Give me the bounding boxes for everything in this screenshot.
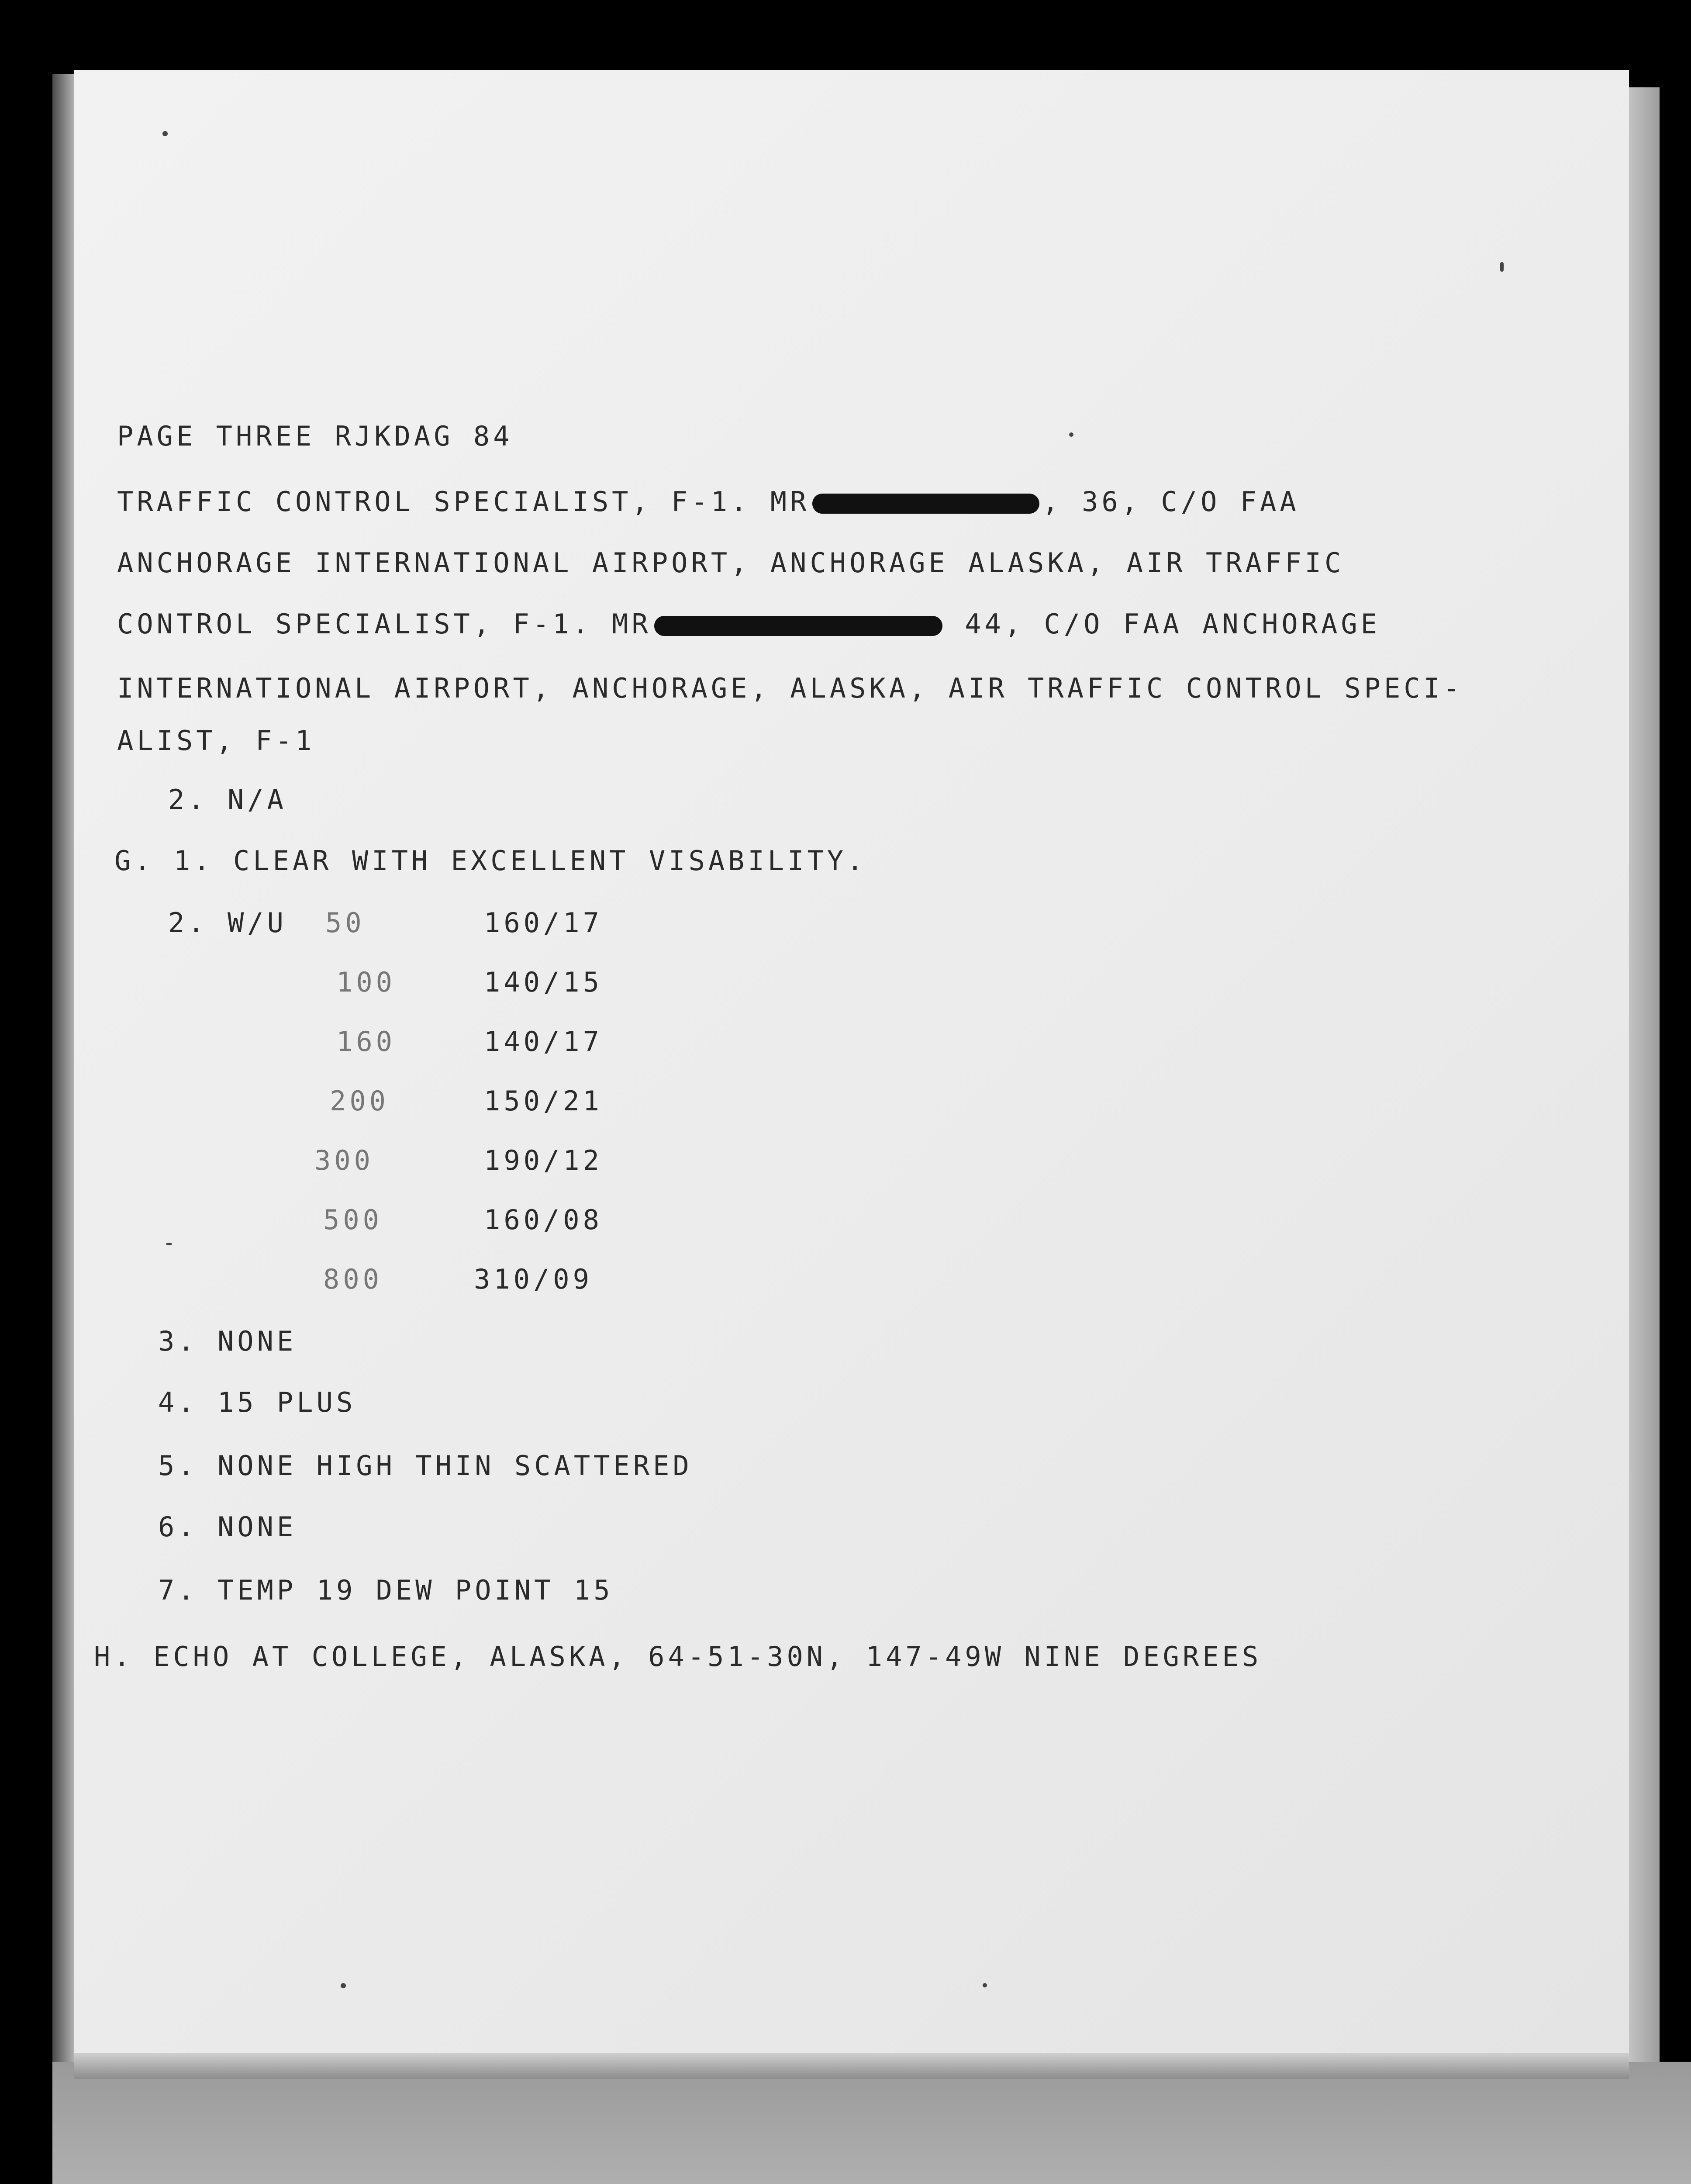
- wind-altitude: 200: [330, 1085, 389, 1117]
- redaction-block: [654, 616, 942, 636]
- text-segment: TRAFFIC CONTROL SPECIALIST, F-1. MR: [117, 486, 810, 518]
- wind-value: 150/21: [484, 1085, 603, 1117]
- text-segment: 44, C/O FAA ANCHORAGE: [945, 608, 1381, 640]
- page-header: PAGE THREE RJKDAG 84: [117, 420, 513, 452]
- redaction-block: [812, 494, 1039, 514]
- wind-altitude: 100: [336, 966, 396, 998]
- wind-value: 140/17: [484, 1026, 603, 1057]
- paragraph-line-2: ANCHORAGE INTERNATIONAL AIRPORT, ANCHORAGE ALASKA, AIR TRAFFIC: [117, 547, 1345, 579]
- text-segment: , 36, C/O FAA: [1042, 486, 1300, 518]
- item-g3: 3. NONE: [158, 1325, 297, 1357]
- wind-altitude: 300: [314, 1144, 374, 1176]
- speck: [341, 1983, 346, 1988]
- paragraph-line-5: ALIST, F-1: [117, 725, 315, 757]
- item-g5: 5. NONE HIGH THIN SCATTERED: [158, 1450, 693, 1482]
- item-g6: 6. NONE: [158, 1511, 297, 1543]
- speck: [983, 1983, 987, 1987]
- wind-altitude: 160: [336, 1026, 396, 1057]
- item-g1: G. 1. CLEAR WITH EXCELLENT VISABILITY.: [114, 845, 867, 877]
- paragraph-line-3: [117, 608, 1381, 640]
- wind-altitude: 500: [323, 1204, 383, 1236]
- wind-value: 310/09: [474, 1263, 593, 1295]
- wind-value: 140/15: [484, 966, 603, 998]
- item-f2: 2. N/A: [168, 784, 287, 816]
- backing-board: [52, 2062, 1691, 2184]
- paragraph-line-1: [117, 486, 1300, 518]
- item-g4: 4. 15 PLUS: [158, 1386, 356, 1418]
- text-segment: CONTROL SPECIALIST, F-1. MR: [117, 608, 652, 640]
- wind-altitude: 800: [323, 1263, 383, 1295]
- sheet-shadow: [52, 74, 76, 2062]
- paragraph-line-4: INTERNATIONAL AIRPORT, ANCHORAGE, ALASKA, AIR TRAFFIC CONTROL SPECI-: [117, 672, 1463, 704]
- speck: [162, 131, 168, 136]
- item-h: H. ECHO AT COLLEGE, ALASKA, 64-51-30N, 147-49W NINE DEGREES: [94, 1641, 1262, 1673]
- document-sheet: [74, 70, 1629, 2062]
- wind-altitude: 50: [325, 907, 365, 939]
- wind-value: 160/08: [484, 1204, 603, 1236]
- speck: [1069, 432, 1073, 437]
- speck: [166, 1243, 172, 1245]
- wind-value: 160/17: [484, 907, 603, 939]
- speck: [1500, 262, 1504, 272]
- sheet-bottom-edge: [74, 2053, 1629, 2079]
- item-g2-label: 2. W/U: [168, 907, 287, 939]
- item-g7: 7. TEMP 19 DEW POINT 15: [158, 1574, 614, 1606]
- handwriting-mark: [61, 2175, 201, 2184]
- wind-value: 190/12: [484, 1144, 603, 1176]
